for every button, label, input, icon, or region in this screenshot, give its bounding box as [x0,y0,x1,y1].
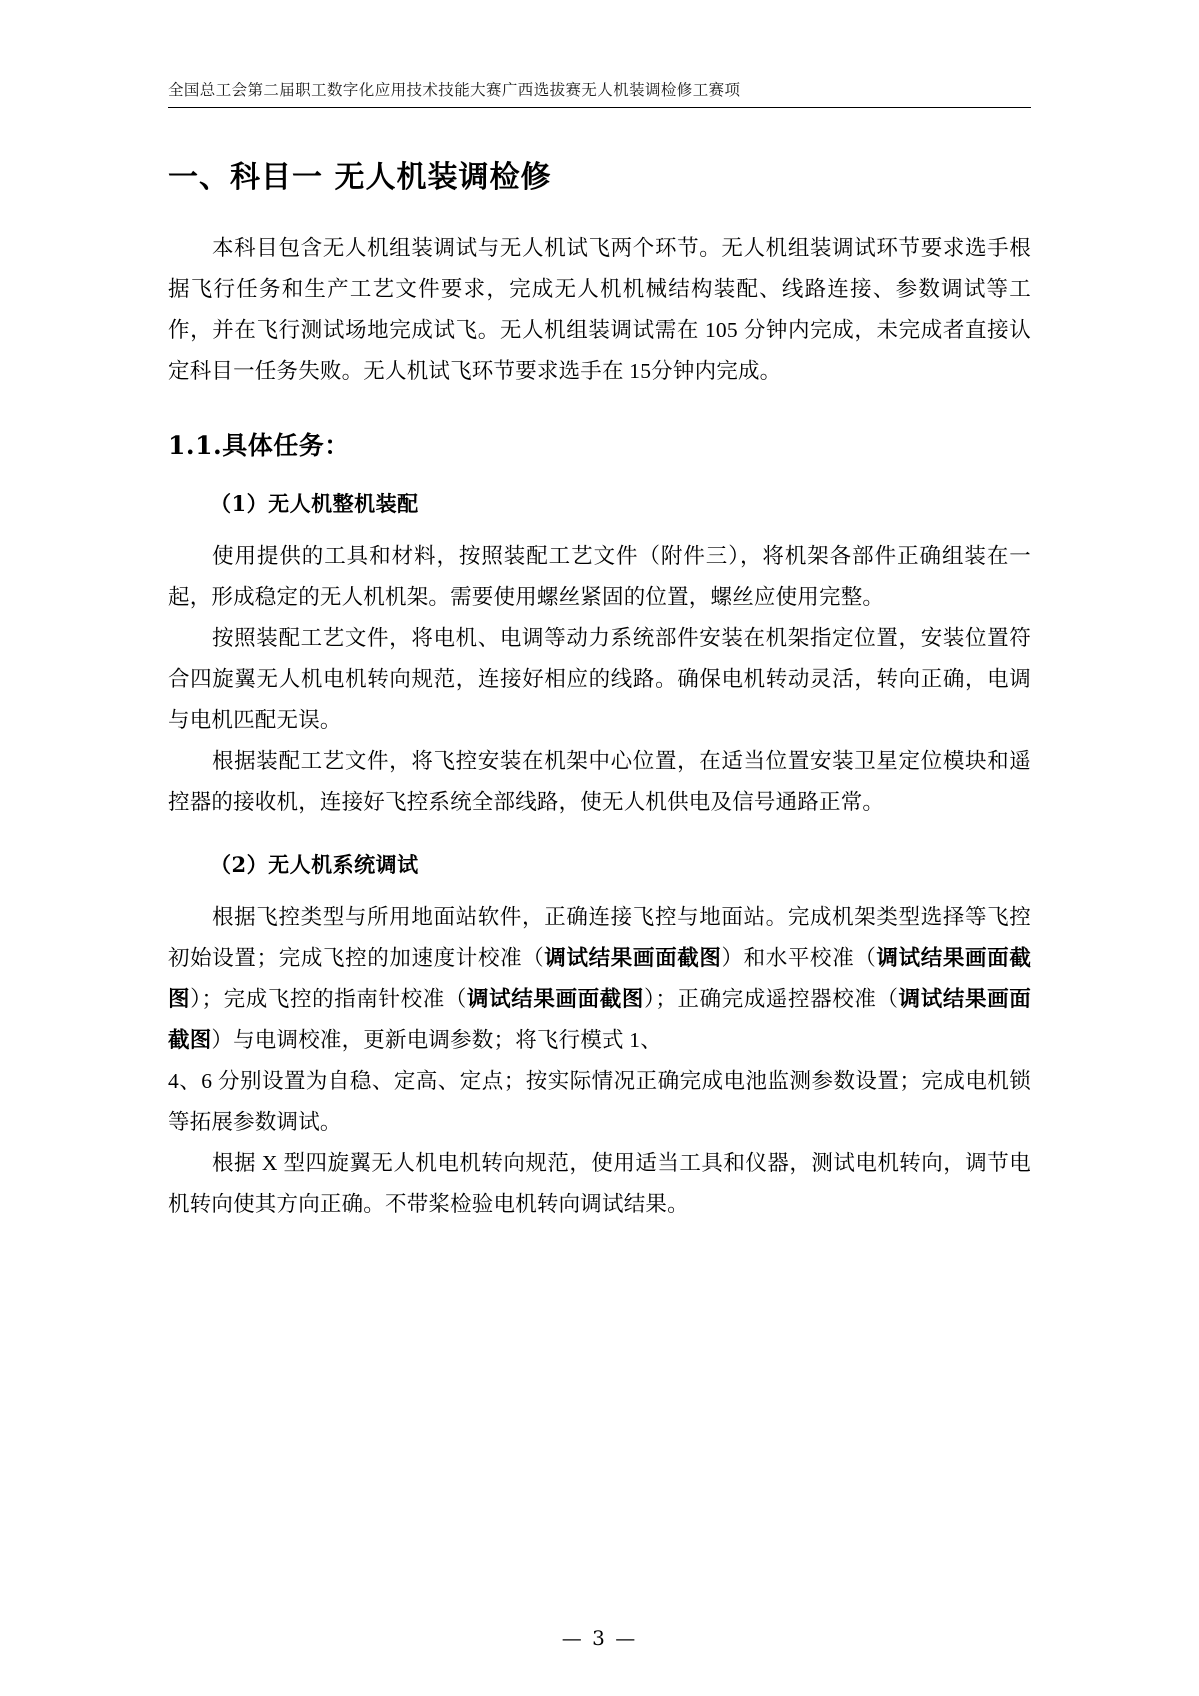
task1-paragraph-2: 按照装配工艺文件，将电机、电调等动力系统部件安装在机架指定位置，安装位置符合四旋翼无人机电机转向规范，连接好相应的线路。确保电机转动灵活，转向正确，电调与电机匹配无误。 [168,626,1031,732]
task2-bold-3: 调试结果画面截图 [466,987,644,1011]
task2-text-part-2: ）和水平校准（ [721,946,877,970]
page-number: — 3 — [561,1626,638,1650]
task2-bold-1: 调试结果画面截图 [544,946,722,970]
task2-bold-2: 调试结果画面截图 [168,946,1032,1011]
task2-text-part-5: ）与电调校准，更新电调参数；将飞行模式 1、 [211,1028,662,1052]
task2-text-part-3: ）；完成飞控的指南针校准（ [190,987,467,1011]
subsection-title: 1.1.具体任务： [168,431,350,460]
task2-paragraph-1 [168,897,1031,1061]
section-title: 一、科目一 无人机装调检修 [168,160,552,195]
task1-paragraph-1: 使用提供的工具和材料，按照装配工艺文件（附件三），将机架各部件正确组装在一起，形成稳定的无人机机架。需要使用螺丝紧固的位置，螺丝应使用完整。 [168,544,1031,609]
task2-paragraph-2: 根据 X 型四旋翼无人机电机转向规范，使用适当工具和仪器，测试电机转向，调节电机转向使其方向正确。不带桨检验电机转向调试结果。 [168,1151,1031,1216]
intro-paragraph: 本科目包含无人机组装调试与无人机试飞两个环节。无人机组装调试环节要求选手根据飞行任务和生产工艺文件要求，完成无人机机械结构装配、线路连接、参数调试等工作，并在飞行测试场地完成试飞。无人机组装调试需在 105 分钟内完成，未完成者直接认定科目一任务失败。无人机试飞环节要求选手在 15分钟内完成。 [168,236,1031,383]
task2-paragraph-1-cont: 4、6 分别设置为自稳、定高、定点；按实际情况正确完成电池监测参数设置；完成电机锁等拓展参数调试。 [168,1069,1031,1134]
task2-title: （2）无人机系统调试 [210,852,419,877]
task2-bold-4: 调试结果画面截图 [168,987,1031,1052]
task2-text-part-4: ）；正确完成遥控器校准（ [643,987,899,1011]
task1-paragraph-3: 根据装配工艺文件，将飞控安装在机架中心位置，在适当位置安装卫星定位模块和遥控器的接收机，连接好飞控系统全部线路，使无人机供电及信号通路正常。 [168,749,1031,814]
task1-title: （1）无人机整机装配 [210,491,419,516]
task2-text-part-1: 根据飞控类型与所用地面站软件，正确连接飞控与地面站。完成机架类型选择等飞控初始设置；完成飞控的加速度计校准（ [168,905,1031,970]
running-header: 全国总工会第二届职工数字化应用技术技能大赛广西选拔赛无人机装调检修工赛项 [168,78,1031,108]
